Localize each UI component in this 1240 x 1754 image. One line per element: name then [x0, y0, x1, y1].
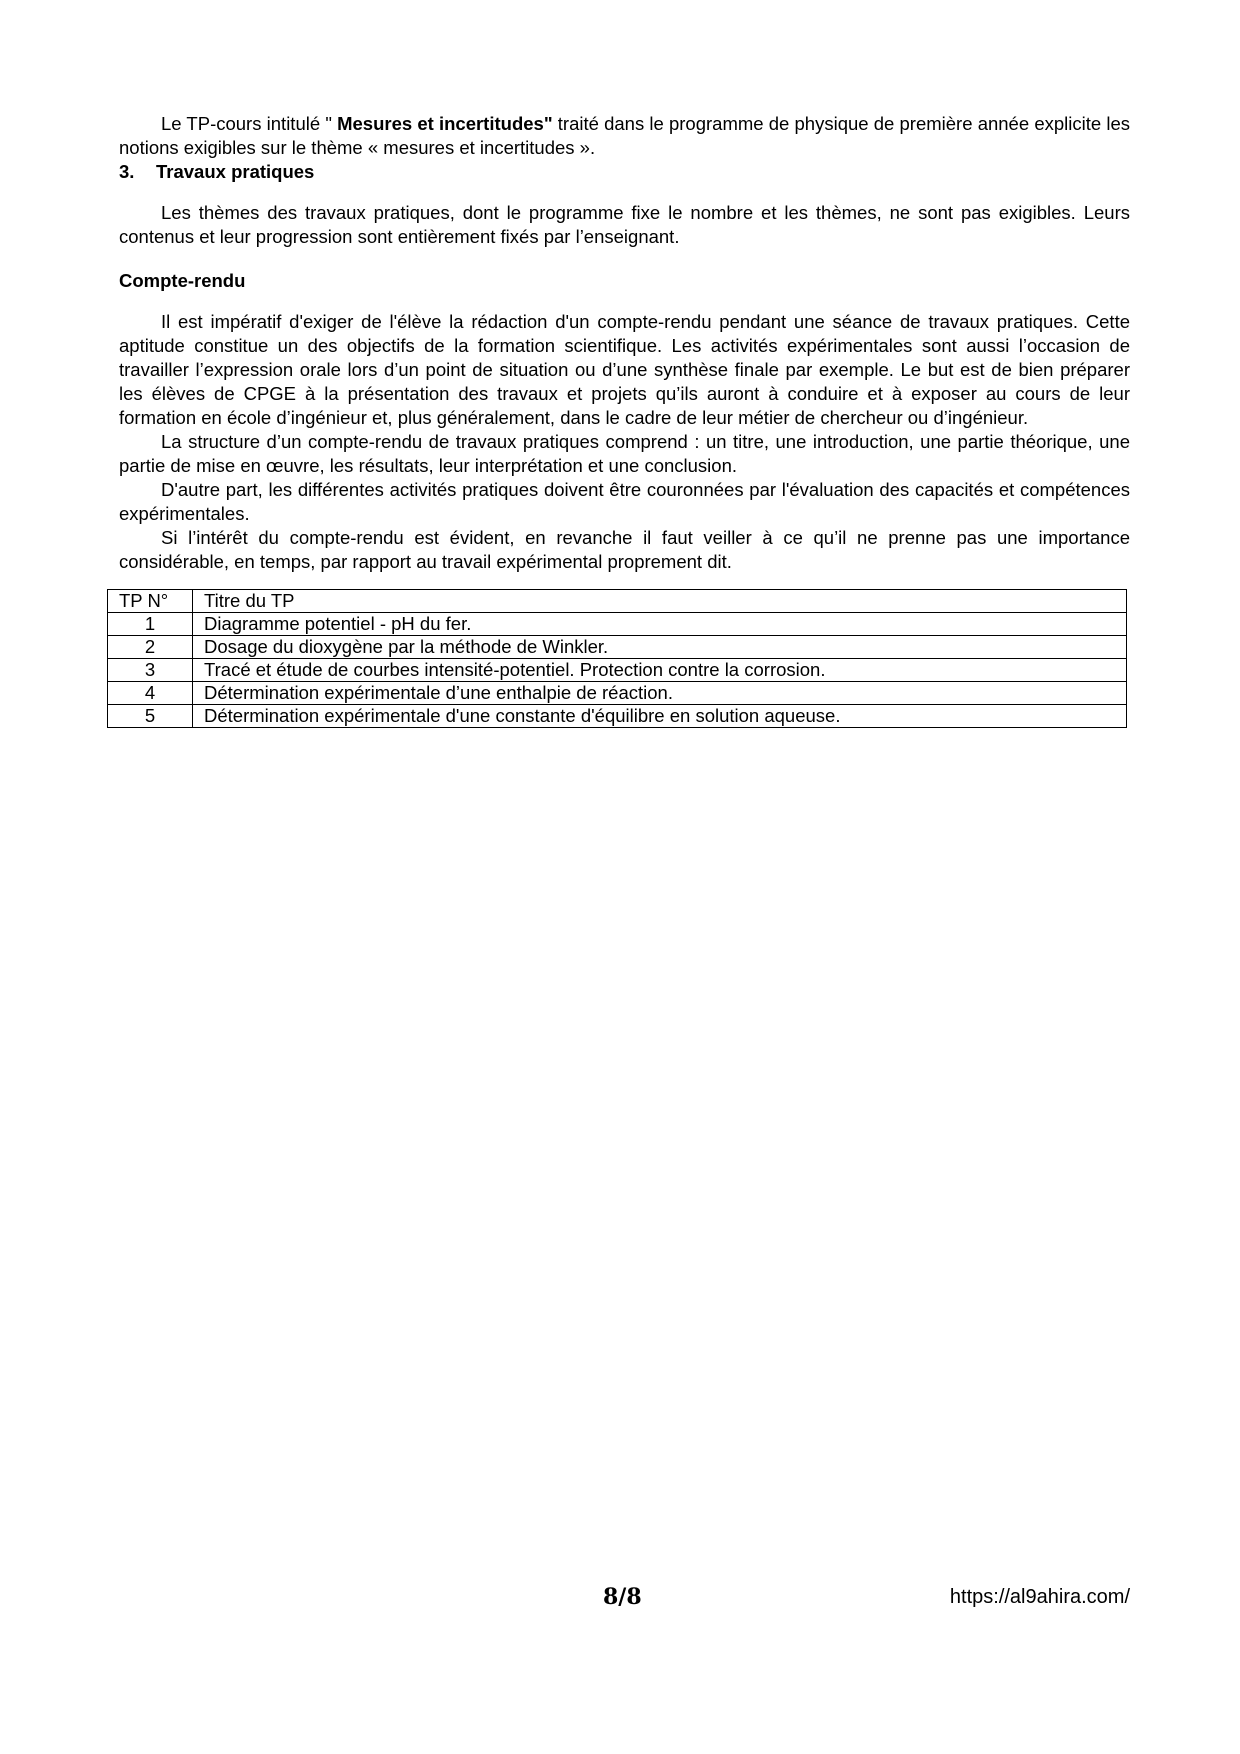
intro-text-start: Le TP-cours intitulé ": [161, 113, 338, 134]
header-tp-title: Titre du TP: [193, 590, 1127, 613]
table-header-row: [108, 590, 1127, 613]
tp-number-cell: 5: [108, 705, 193, 728]
tp-number-cell: 4: [108, 682, 193, 705]
footer-url-link[interactable]: https://al9ahira.com/: [949, 1586, 1130, 1608]
document-page: [119, 112, 1130, 728]
table-row: [108, 682, 1127, 705]
intro-paragraph: [119, 112, 1130, 160]
compte-rendu-paragraph: Si l’intérêt du compte-rendu est évident, en revanche il faut veiller à ce qu’il ne prenne pas une importance considérable, en temps, par rapport au travail expérimental proprement dit.: [119, 527, 1130, 572]
intro-text-end: traité dans le programme de physique de première année explicite les notions exigibles sur le thème « mesures et incertitudes ».: [119, 113, 1130, 158]
intro-bold-title: Mesures et incertitudes": [337, 113, 553, 134]
tp-title-cell: Détermination expérimentale d’une enthalpie de réaction.: [193, 682, 1127, 705]
tp-table: [107, 589, 1127, 728]
tp-number-cell: 2: [108, 636, 193, 659]
compte-rendu-body: [119, 310, 1130, 574]
section-title: Travaux pratiques: [156, 161, 315, 182]
page-number: 8/8: [603, 1584, 642, 1610]
table-row: [108, 705, 1127, 728]
section-paragraph: Les thèmes des travaux pratiques, dont le programme fixe le nombre et les thèmes, ne sont pas exigibles. Leurs contenus et leur progression sont entièrement fixés par l’enseignant.: [119, 202, 1130, 247]
table-row: [108, 636, 1127, 659]
compte-rendu-paragraph: La structure d’un compte-rendu de travaux pratiques comprend : un titre, une introduction, une partie théorique, une partie de mise en œuvre, les résultats, leur interprétation et une conclusion.: [119, 431, 1130, 476]
compte-rendu-paragraph: Il est impératif d'exiger de l'élève la rédaction d'un compte-rendu pendant une séance de travaux pratiques. Cette aptitude constitue un des objectifs de la formation scientifique. Les activités expérimentales sont aussi l’occasion de travailler l’expression orale lors d’un point de situation ou d’une synthèse finale par exemple. Le but est de bien préparer les élèves de CPGE à la présentation des travaux et projets qu’ils auront à conduire et à exposer au cours de leur formation en école d’ingénieur et, plus généralement, dans le cadre de leur métier de chercheur ou d’ingénieur.: [119, 311, 1130, 428]
compte-rendu-heading: Compte-rendu: [119, 270, 246, 291]
tp-title-cell: Dosage du dioxygène par la méthode de Winkler.: [193, 636, 1127, 659]
tp-number-cell: 3: [108, 659, 193, 682]
section-heading: [119, 160, 1130, 184]
tp-title-cell: Tracé et étude de courbes intensité-potentiel. Protection contre la corrosion.: [193, 659, 1127, 682]
table-row: [108, 613, 1127, 636]
table-row: [108, 659, 1127, 682]
tp-title-cell: Détermination expérimentale d'une constante d'équilibre en solution aqueuse.: [193, 705, 1127, 728]
compte-rendu-paragraph: D'autre part, les différentes activités pratiques doivent être couronnées par l'évaluation des capacités et compétences expérimentales.: [119, 479, 1130, 524]
tp-title-cell: Diagramme potentiel - pH du fer.: [193, 613, 1127, 636]
header-tp-number: TP N°: [108, 590, 193, 613]
section-number: 3.: [119, 161, 135, 182]
tp-number-cell: 1: [108, 613, 193, 636]
